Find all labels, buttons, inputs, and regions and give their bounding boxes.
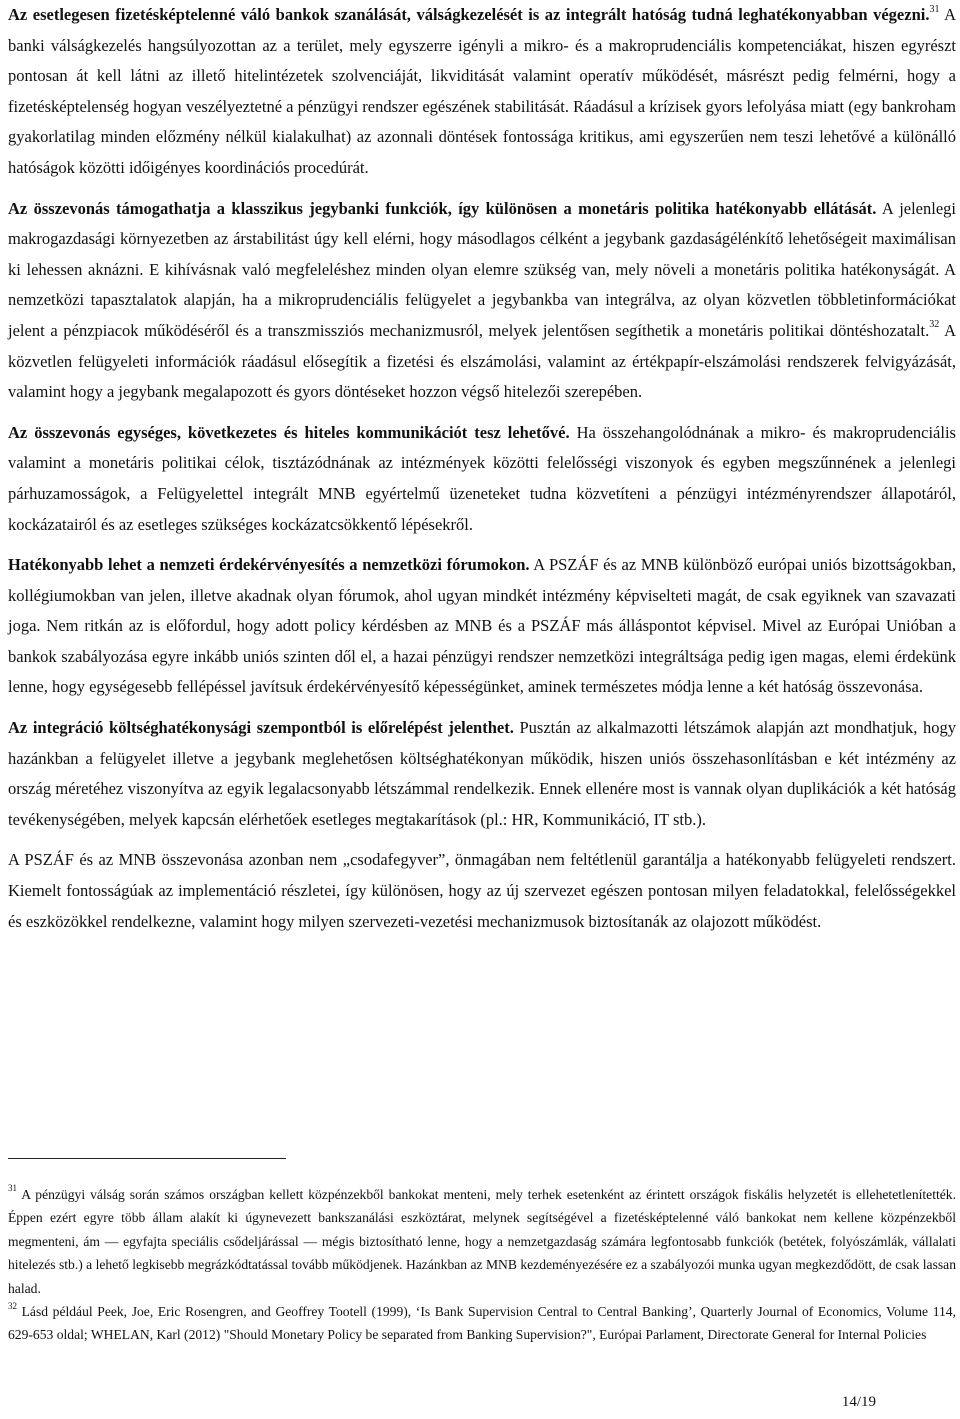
footnote-number: 32: [8, 1300, 17, 1311]
paragraph-lead: Az esetlegesen fizetésképtelenné váló bankok szanálását, válságkezelését is az integrált hatóság tudná leghatékonyabban végezni.: [8, 5, 930, 24]
paragraph-text: A közvetlen felügyeleti információk ráadásul elősegítik a fizetési és elszámolási, valamint az értékpapír-elszámolási rendszerek felvigyázását, valamint hogy a jegybank megalapozott és gyors döntéseket hozzon végső hitelezői szerepében.: [8, 320, 957, 402]
footnote-31: [8, 1183, 956, 1300]
footnote-32: [8, 1300, 956, 1347]
paragraph-bank-resolution: [8, 0, 956, 184]
document-body: [8, 0, 956, 947]
footnote-separator: [8, 1158, 286, 1159]
paragraph-text: Ha összehangolódnának a mikro- és makroprudenciális valamint a monetáris politikai célok, tisztázódnának az intézmények közötti felelősségi viszonyok és egyben megszűnnének a jelenlegi párhuzamosságok, a Felügyelettel integrált MNB egyértelmű üzeneteket tudna közvetíteni a pénzügyi intézményrendszer állapotáról, kockázatairól és az esetleges szükséges kockázatcsökkentő lépésekről.: [8, 422, 956, 534]
paragraph-text: Pusztán az alkalmazotti létszámok alapján azt mondhatjuk, hogy hazánkban a felügyelet illetve a jegybank meglehetősen költséghatékonyan működik, hiszen uniós összehasonlításban e két intézmény az ország méretéhez viszonyítva az egyik legalacsonyabb létszámmal rendelkezik. Ennek ellenére most is vannak olyan duplikációk a két hatóság tevékenységében, melyek kapcsán elérhetőek esetleges megtakarítások (pl.: HR, Kommunikáció, IT stb.).: [8, 718, 956, 829]
paragraph-lead: Hatékonyabb lehet a nemzeti érdekérvényesítés a nemzetközi fórumokon.: [8, 555, 530, 575]
paragraph-conclusion: [8, 845, 956, 937]
footnote-ref[interactable]: 31: [929, 3, 940, 15]
paragraph-text: A PSZÁF és az MNB összevonása azonban nem „csodafegyver”, önmagában nem feltétlenül garantálja a hatékonyabb felügyeleti rendszert. Kiemelt fontosságúak az implementáció részletei, így különösen, hogy az új szervezet egészen pontosan milyen feladatokkal, felelősségekkel és eszközökkel rendelkezne, valamint hogy milyen szervezeti-vezetési mechanizmusok biztosítanák az olajozott működést.: [8, 850, 956, 931]
paragraph-lead: Az integráció költséghatékonysági szempontból is előrelépést jelenthet.: [8, 718, 514, 738]
footnote-text: A pénzügyi válság során számos országban kellett közpénzekből bankokat menteni, mely terhek esetenként az érintett országok fiskális helyzetét is ellehetetlenítették. Éppen ezért egyre több állam alakít ki úgynevezett bankszanálási eszköztárat, melynek segítségével a fizetésképtelenné váló bankokat nem kellene közpénzekből megmenteni, ám — egyfajta speciális csődeljárással — mégis biztosítható lenne, hogy a nemzetgazdaság számára legfontosabb funkciók (betétek, folyószámlák, vállalati hitelezés stb.) a lehető legkisebb megrázkódtatással tovább működjenek. Hazánkban az MNB kezdeményezésére ez a szabályozói munka ugyan megkezdődött, de csak lassan halad.: [8, 1187, 956, 1296]
paragraph-text: A PSZÁF és az MNB különböző európai uniós bizottságokban, kollégiumokban van jelen, illetve akadnak olyan fórumok, ahol ugyan mindkét intézmény képviselteti magát, de csak egyiknek van szavazati joga. Nem ritkán az is előfordul, hogy adott policy kérdésben az MNB és a PSZÁF más álláspontot képvisel. Mivel az Európai Unióban a bankok szabályozása egyre inkább uniós szinten dől el, a hazai pénzügyi rendszer nemzetközi integráltsága pedig igen magas, elemi érdekünk lenne, hogy egységesebb fellépéssel javítsuk érdekérvényesítő képességünket, aminek természetes módja lenne a két hatóság összevonása.: [8, 555, 956, 697]
footnote-ref[interactable]: 32: [929, 319, 940, 331]
page-number: 14/19: [841, 1394, 876, 1410]
paragraph-text: A banki válságkezelés hangsúlyozottan az a terület, mely egyszerre igényli a mikro- és a makroprudenciális kompetenciákat, hiszen egyrészt pontosan át kell látni az illető hitelintézetek szolvenciáját, likviditását valamint operatív működését, másrészt pedig felmérni, hogy a fizetésképtelenség hogyan veszélyeztetné a pénzügyi rendszer egészének stabilitását. Ráadásul a krízisek gyors lefolyása miatt (egy bankroham gyakorlatilag minden előzmény nélkül kialakulhat) az azonnali döntések fontossága kritikus, ami egyszerűen nem teszi lehetővé a különálló hatóságok közötti időigényes koordinációs procedúrát.: [8, 5, 956, 177]
paragraph-communication: [8, 418, 956, 540]
footnotes: [8, 1183, 956, 1347]
paragraph-lead: Az összevonás támogathatja a klasszikus jegybanki funkciók, így különösen a monetáris politika hatékonyabb ellátását.: [8, 198, 877, 218]
footnote-text: Lásd például Peek, Joe, Eric Rosengren, and Geoffrey Tootell (1999), ‘Is Bank Supervision Central to Central Banking’, Quarterly Journal of Economics, Volume 114, 629-653 oldal; WHELAN, Karl (2012) "Should Monetary Policy be separated from Banking Supervision?", Európai Parlament, Directorate General for Internal Policies: [8, 1304, 956, 1343]
paragraph-monetary-policy: [8, 194, 956, 408]
paragraph-text: A jelenlegi makrogazdasági környezetben az árstabilitást úgy kell elérni, hogy másodlagos célként a jegybank gazdaságélénkítő lehetőségeit maximálisan ki lehessen aknázni. E kihívásnak való megfeleléshez minden olyan elemre szükség van, mely növeli a monetáris politika hatékonyságát. A nemzetközi tapasztalatok alapján, ha a mikroprudenciális felügyelet a jegybankba van integrálva, az olyan közvetlen többletinformációkat jelent a pénzpiacok működéséről és a transzmissziós mechanizmusról, melyek jelentősen segíthetik a monetáris politikai döntéshozatalt.: [8, 198, 956, 340]
paragraph-cost-efficiency: [8, 713, 956, 835]
paragraph-lead: Az összevonás egységes, következetes és hiteles kommunikációt tesz lehetővé.: [8, 422, 570, 442]
paragraph-international-forums: [8, 550, 956, 703]
footnote-number: 31: [8, 1183, 17, 1194]
